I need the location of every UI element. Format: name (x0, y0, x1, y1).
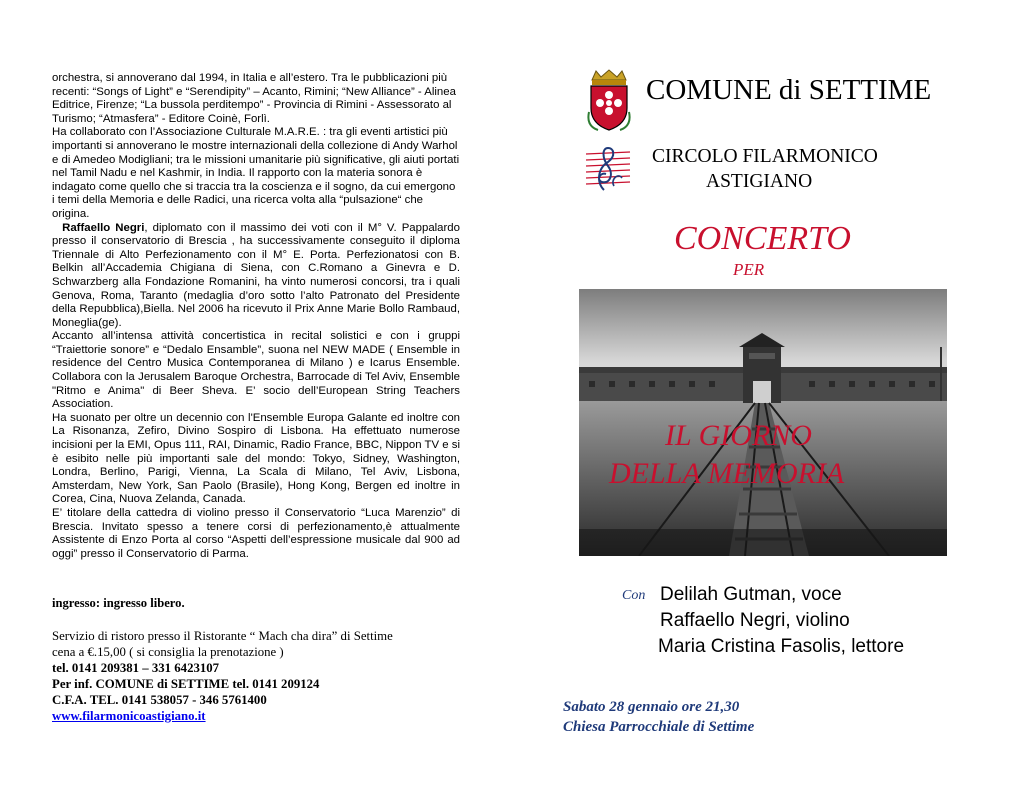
bio-paragraph-3-text: , diplomato con il massimo dei voti con il M° V. Pappalardo presso il conservatorio di Brescia , ha successivamente conseguito il diploma Triennale di Alto Perfezionamento con il M° E. Porta. Perfezionatosi con B. Belkin all’Accademia Chigiana di Siena, con C.Romano a Ginevra e D. Schwarzberg alla Fondazione Romanini, ha vinto numerosi concorsi, tra i quali Genova, Roma, Taranto (medaglia d’oro sotto l’alto Patronato del Presidente della Repubblica),Biella. Nel 2006 ha ricevuto il Prix Anne Marie Bollo Rambaud, Moneglia(ge). (52, 221, 460, 329)
website-link[interactable]: www.filarmonicoastigiano.it (52, 709, 206, 723)
comune-title: COMUNE di SETTIME (646, 74, 932, 106)
ingresso-text: ingresso: ingresso libero. (52, 596, 185, 610)
date-venue-block (563, 697, 754, 737)
circolo-line-2: ASTIGIANO (706, 171, 813, 192)
per-inf-line: Per inf. COMUNE di SETTIME tel. 0141 209124 (52, 677, 320, 691)
bio-paragraph-4: Accanto all’intensa attività concertistica in recital solistici e con i gruppi “Traiettorie sonore” e “Dedalo Ensamble”, suona nel NEW MADE ( Ensemble in residence del Centro Musica Contemporanea di Milano ) e Icarus Ensemble. Collabora con la Jerusalem Baroque Orchestra, Barrocade di Tel Aviv, Ensemble "Ritmo e Anima" di Beer Sheva. E’ socio dell’European String Teachers Association. (52, 330, 460, 411)
per-label: PER (733, 260, 765, 279)
coat-of-arms-icon (586, 68, 632, 134)
bio-paragraph-3 (52, 222, 460, 331)
performer-2: Raffaello Negri, violino (660, 610, 850, 631)
ristoro-line-2: cena a €.15,00 ( si consiglia la prenotazione ) (52, 645, 284, 659)
ristoro-line-1: Servizio di ristoro presso il Ristorante “ Mach cha dira” di Settime (52, 629, 393, 643)
cfa-line: C.F.A. TEL. 0141 538057 - 346 5761400 (52, 693, 267, 707)
overlay-line-2: DELLA MEMORIA (609, 457, 845, 490)
performer-3: Maria Cristina Fasolis, lettore (658, 636, 905, 657)
info-block (52, 628, 472, 724)
bio-paragraph-6: E’ titolare della cattedra di violino presso il Conservatorio “Luca Marenzio” di Brescia. Invitato spesso a tenere corsi di perfezionamento,è attualmente Assistente di Enzo Porta al corso “Aspetti dell’espressione musicale dal 900 ad oggi” presso il Conservatorio di Parma. (52, 507, 460, 560)
bio-paragraph-1: orchestra, si annoverano dal 1994, in Italia e all’estero. Tra le pubblicazioni più recenti: “Songs of Light” e “Serendipity” – Acanto, Rimini; “New Alliance” - Alinea Editrice, Firenze; “La bussola perditempo” - Provincia di Rimini - Assessorato al Turismo; “Atmasfera” - Editore Coinè, Forlì. (52, 72, 456, 125)
overlay-line-1: IL GIORNO (665, 419, 812, 452)
circolo-line-1: CIRCOLO FILARMONICO (652, 146, 878, 167)
camp-railway-photo (579, 289, 947, 556)
event-venue: Chiesa Parrocchiale di Settime (563, 719, 755, 735)
event-date: Sabato 28 gennaio ore 21,30 (563, 699, 740, 715)
bio-paragraph-2: Ha collaborato con l’Associazione Culturale M.A.R.E. : tra gli eventi artistici più importanti si annoverano le mostre internazionali della collezione di Andy Warhol e di Amedeo Modigliani; tra le missioni umanitarie più significative, gli aiuti portati nel Tamil Nadu e nel Kashmir, in India. Il rapporto con la materia sonora è indagato come quello che si traccia tra la coscienza e il sogno, da cui emergono i temi della Memoria e delle Radici, una ricerca volta alla “pulsazione“ che origina. (52, 126, 460, 220)
bio-name-negri: Raffaello Negri (62, 221, 145, 234)
con-label: Con (622, 588, 646, 603)
bio-paragraph-5: Ha suonato per oltre un decennio con l'Ensemble Europa Galante ed inoltre con La Risonanza, Zefiro, Divino Sospiro di Lisbona. Ha effettuato numerose incisioni per la EMI, Opus 111, RAI, Dinamic, Radio France, BBC, Nippon TV e si è esibito nelle più importanti sale del mondo: Tokyo, Sidney, Washington, Londra, Berlino, Parigi, Vienna, La Scala di Milano, Tel Aviv, Lisbona, Amsterdam, New York, San Paolo (Brasile), Hong Kong, Bergen ed inoltre in Corea, Cina, Nuova Zelanda, Canada. (52, 411, 460, 506)
concerto-title: CONCERTO (674, 220, 851, 257)
tel-line: tel. 0141 209381 – 331 6423107 (52, 661, 220, 675)
circolo-block (652, 144, 878, 194)
performers-block (660, 582, 904, 660)
performer-1: Delilah Gutman, voce (660, 584, 842, 605)
music-staff-logo-icon (584, 142, 632, 194)
left-column (52, 72, 460, 561)
